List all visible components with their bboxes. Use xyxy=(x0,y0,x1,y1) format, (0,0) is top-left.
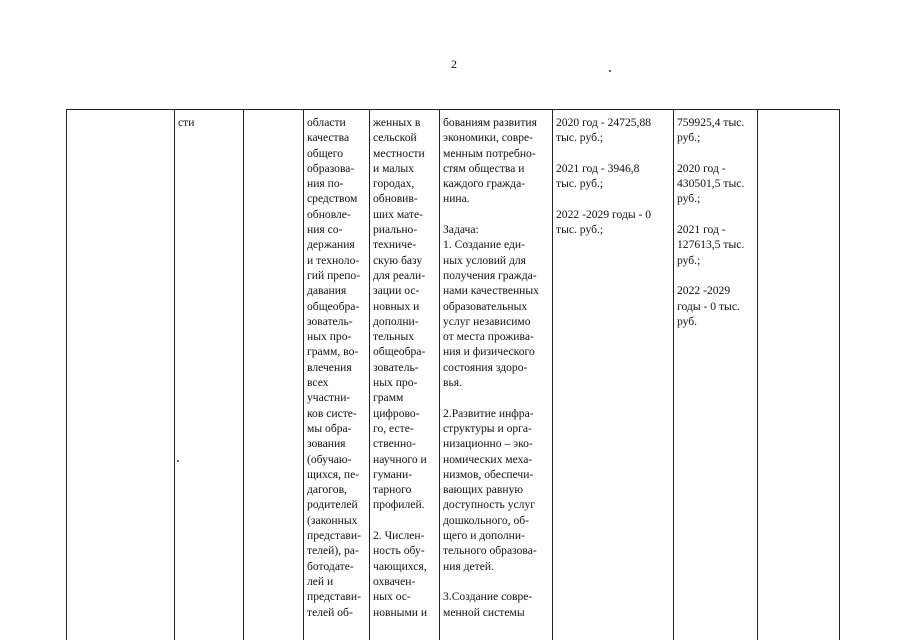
program-table xyxy=(66,109,840,640)
table-col-1 xyxy=(67,110,174,640)
table-col-6: бованиям развития экономики, совре- менным потребно- стям общества и каждого гражда- нина. Задача: 1. Создание еди- ных условий для получения гражда- нами качественных образовательных услуг независимо от места прожива- ния и физического состояния здоро- вья. 2.Развитие инфра- структуры и орга- низационно – эко- номических меха- низмов, обеспечи- вающих равную доступность услуг дошкольного, об- щего и дополни- тельного образова- ния детей. 3.Создание совре- менной системы xyxy=(439,110,552,640)
scan-speck xyxy=(609,70,611,72)
table-col-9 xyxy=(757,110,839,640)
table-col-4: области качества общего образова- ния по- средством обновле- ния со- держания и техноло- гий препо- давания общеобра- зователь- ных про- грамм, во- влечения всех участни- ков систе- мы обра- зования (обучаю- щихся, пе- дагогов, родителей (законных представи- телей), ра- ботодате- лей и представи- телей об- xyxy=(303,110,369,640)
table-col-3 xyxy=(243,110,303,640)
page-number: 2 xyxy=(451,57,457,71)
table-col-7: 2020 год - 24725,88 тыс. руб.; 2021 год - 3946,8 тыс. руб.; 2022 -2029 годы - 0 тыс. руб.; xyxy=(552,110,673,640)
table-col-5: женных в сельской местности и малых городах, обновив- ших мате- риально- техниче- скую базу для реали- зации ос- новных и дополни- тельных общеобра- зователь- ных про- грамм цифрово- го, есте- ственно- научного и гумани- тарного профилей. 2. Числен- ность обу- чающихся, охвачен- ных ос- новными и xyxy=(369,110,439,640)
table-col-8: 759925,4 тыс. руб.; 2020 год - 430501,5 тыс. руб.; 2021 год - 127613,5 тыс. руб.; 2022 -2029 годы - 0 тыс. руб. xyxy=(673,110,757,640)
table-col-2: сти xyxy=(174,110,243,640)
